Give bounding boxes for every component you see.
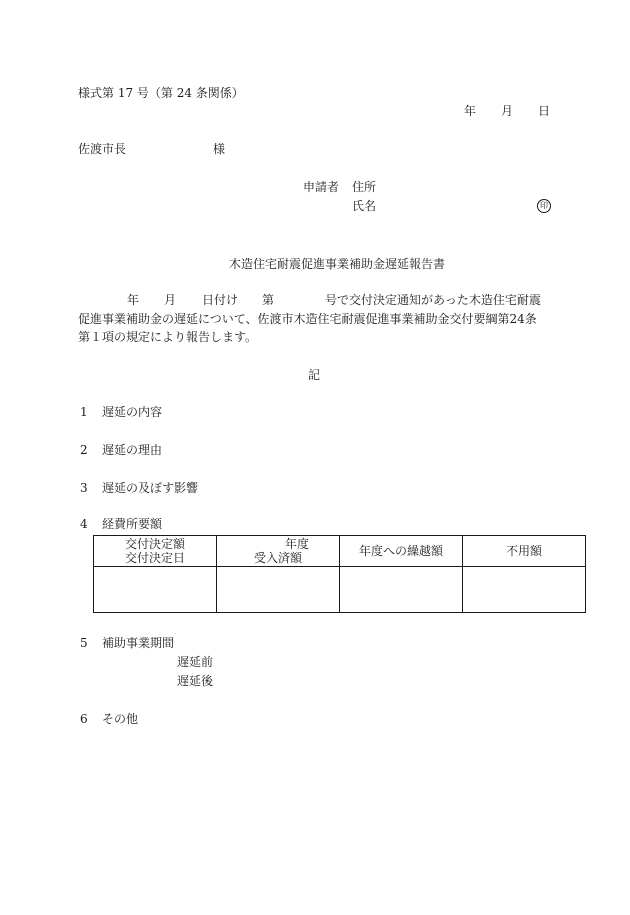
item-3-label: 遅延の及ぼす影響 (102, 481, 199, 495)
cell-carryover[interactable] (340, 567, 463, 613)
body-line-3: 第１項の規定により報告します。 (78, 330, 258, 344)
item-4-number: 4 (80, 517, 88, 531)
body-line1-rest: 号で交付決定通知があった木造住宅耐震 (325, 293, 541, 307)
cost-table (93, 535, 586, 613)
ki-heading: 記 (308, 368, 321, 382)
item-4-label: 経費所要額 (102, 517, 163, 531)
item-5-label: 補助事業期間 (102, 636, 175, 650)
header-received-amount-label: 受入済額 (253, 551, 302, 565)
addressee-honorific: 様 (213, 142, 226, 156)
document-title: 木造住宅耐震促進事業補助金遅延報告書 (229, 257, 446, 271)
header-received (217, 536, 340, 567)
body-number-prefix: 第 (262, 293, 275, 307)
item-1-label: 遅延の内容 (102, 405, 163, 419)
addressee-name: 佐渡市長 (78, 142, 127, 156)
header-grant-decision (94, 536, 217, 567)
cell-received[interactable] (217, 567, 340, 613)
applicant-address-label: 住所 (352, 180, 377, 194)
applicant-name-label: 氏名 (352, 199, 377, 213)
cost-table-header-row (94, 536, 586, 567)
applicant-label: 申請者 (303, 180, 340, 194)
item-2-label: 遅延の理由 (102, 443, 163, 457)
header-unused-label: 不用額 (505, 544, 542, 558)
item-5-number: 5 (80, 636, 88, 650)
header-carryover-label: 年度への繰越額 (358, 544, 443, 558)
period-after-label: 遅延後 (177, 674, 214, 688)
header-grant-amount-label: 交付決定額 (124, 537, 185, 551)
body-month-label: 月 (164, 293, 177, 307)
header-carryover (340, 536, 463, 567)
table-row (94, 567, 586, 613)
item-1-number: 1 (80, 405, 88, 419)
cell-unused[interactable] (463, 567, 586, 613)
date-month-label: 月 (501, 104, 514, 118)
body-line-2: 促進事業補助金の遅延について、佐渡市木造住宅耐震促進事業補助金交付要綱第24条 (78, 312, 537, 326)
seal-mark-icon: 印 (537, 199, 551, 213)
date-day-label: 日 (538, 104, 551, 118)
item-2-number: 2 (80, 443, 88, 457)
cell-grant-decision[interactable] (94, 567, 217, 613)
item-6-number: 6 (80, 712, 88, 726)
period-before-label: 遅延前 (177, 655, 214, 669)
body-dated-label: 日付け (202, 293, 239, 307)
date-year-label: 年 (464, 104, 477, 118)
body-year-label: 年 (127, 293, 140, 307)
header-grant-date-label: 交付決定日 (124, 551, 185, 565)
header-unused (463, 536, 586, 567)
item-3-number: 3 (80, 481, 88, 495)
item-6-label: その他 (102, 712, 139, 726)
form-number: 様式第 17 号（第 24 条関係） (78, 86, 244, 100)
header-fiscal-year-label: 年度 (284, 537, 309, 551)
